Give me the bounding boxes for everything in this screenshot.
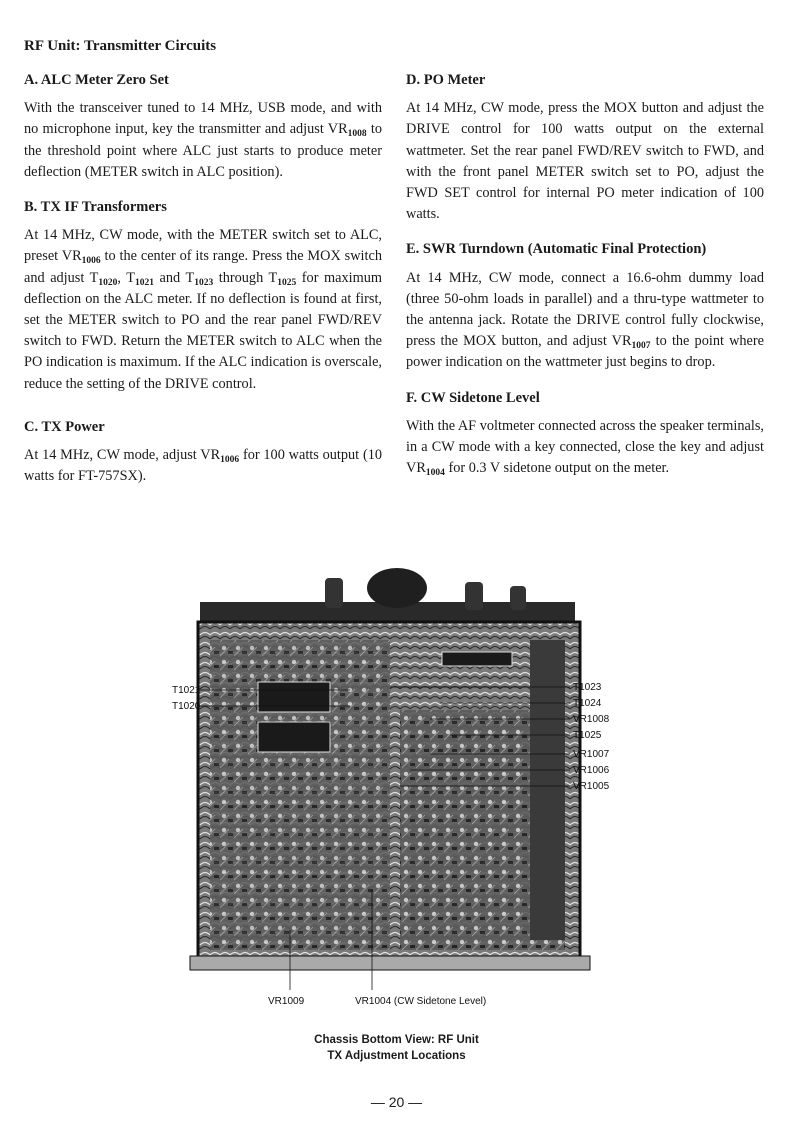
- knob-main: [367, 568, 427, 608]
- right-column: [406, 70, 764, 493]
- section-b-body: At 14 MHz, CW mode, with the METER switch set to ALC, preset $VR_{1006}$ to the center of its range. Press the MOX switch and adjust $T_{1020}$, $T_{1021}$ and $T_{1023}$ through $T_{1025}$ for maximum deflection on the ALC meter. If no deflection is found at first, set the METER switch to PO and the rear panel FWD/REV switch to FWD. Return the METER switch to ALC when the PO indication is maximum. If the ALC indication is overscale, reduce the setting of the DRIVE control.: [24, 227, 382, 392]
- section-a: [24, 70, 382, 183]
- callout-vr1007: VR1007: [573, 749, 610, 760]
- section-d-body: At 14 MHz, CW mode, press the MOX button and adjust the DRIVE control for 100 watts output on the external wattmeter. Set the rear panel FWD/REV switch to FWD, and with the front panel METER switch set to PO, adjust the FWD SET control for internal PO meter indication of 100 watts.: [406, 100, 764, 223]
- section-c-heading: C. TX Power: [24, 418, 105, 435]
- page-number: — 20 —: [370, 1094, 423, 1110]
- section-e: [406, 239, 764, 373]
- callout-vr1008: VR1008: [573, 714, 610, 725]
- callout-vr1006: VR1006: [573, 765, 610, 776]
- section-b: [24, 197, 382, 395]
- callout-vr1004: VR1004 (CW Sidetone Level): [355, 996, 487, 1007]
- callout-t1023: T1023: [573, 682, 602, 693]
- knob-right-2: [510, 586, 526, 610]
- section-a-heading: A. ALC Meter Zero Set: [24, 72, 169, 88]
- callout-vr1009: VR1009: [268, 996, 305, 1007]
- callout-t1024: T1024: [573, 698, 602, 709]
- left-column: [24, 70, 382, 501]
- section-f-heading: F. CW Sidetone Level: [406, 389, 540, 406]
- knob-right-1: [465, 582, 483, 610]
- section-e-body: At 14 MHz, CW mode, connect a 16.6-ohm dummy load (three 50-ohm loads in parallel) and a thru-type wattmeter to the antenna jack. Rotate the DRIVE control fully clockwise, press the MOX button, and adjust $VR_{1007}$ to the point where power indication on the wattmeter just begins to drop.: [406, 269, 764, 371]
- callout-t1021: T1021: [172, 685, 201, 696]
- page-title: RF Unit: Transmitter Circuits: [24, 38, 217, 54]
- knob-left: [325, 578, 343, 608]
- section-d: [406, 70, 764, 225]
- section-a-body: With the transceiver tuned to 14 MHz, USB mode, and with no microphone input, key the transmitter and adjust $VR_{1008}$ to the threshold point where ALC just starts to produce meter deflection (METER switch in ALC position).: [24, 100, 382, 180]
- callout-t1020: T1020: [172, 701, 201, 712]
- section-e-heading: E. SWR Turndown (Automatic Final Protection): [406, 241, 707, 258]
- callout-vr1005: VR1005: [573, 781, 610, 792]
- chassis-figure: [150, 560, 670, 1020]
- chassis-rail: [190, 956, 590, 970]
- if-transformer-label-3: [442, 652, 512, 666]
- if-transformer-label-1: [258, 682, 330, 712]
- if-transformer-label-2: [258, 722, 330, 752]
- section-c: [24, 417, 382, 488]
- chassis-photo: [150, 560, 670, 1020]
- section-c-body: At 14 MHz, CW mode, adjust $VR_{1006}$ for 100 watts output (10 watts for FT-757SX).: [24, 447, 382, 485]
- figure-caption-line1: Chassis Bottom View: RF Unit: [314, 1034, 479, 1046]
- callout-t1025: T1025: [573, 730, 602, 741]
- section-d-heading: D. PO Meter: [406, 72, 486, 88]
- section-f: [406, 388, 764, 480]
- section-f-body: With the AF voltmeter connected across the speaker terminals, in a CW mode with a key connected, close the key and adjust $VR_{1004}$ for 0.3 V sidetone output on the meter.: [406, 417, 764, 479]
- figure-caption-line2: TX Adjustment Locations: [327, 1050, 466, 1062]
- section-b-heading: B. TX IF Transformers: [24, 199, 167, 216]
- heatsink-bar: [530, 640, 565, 940]
